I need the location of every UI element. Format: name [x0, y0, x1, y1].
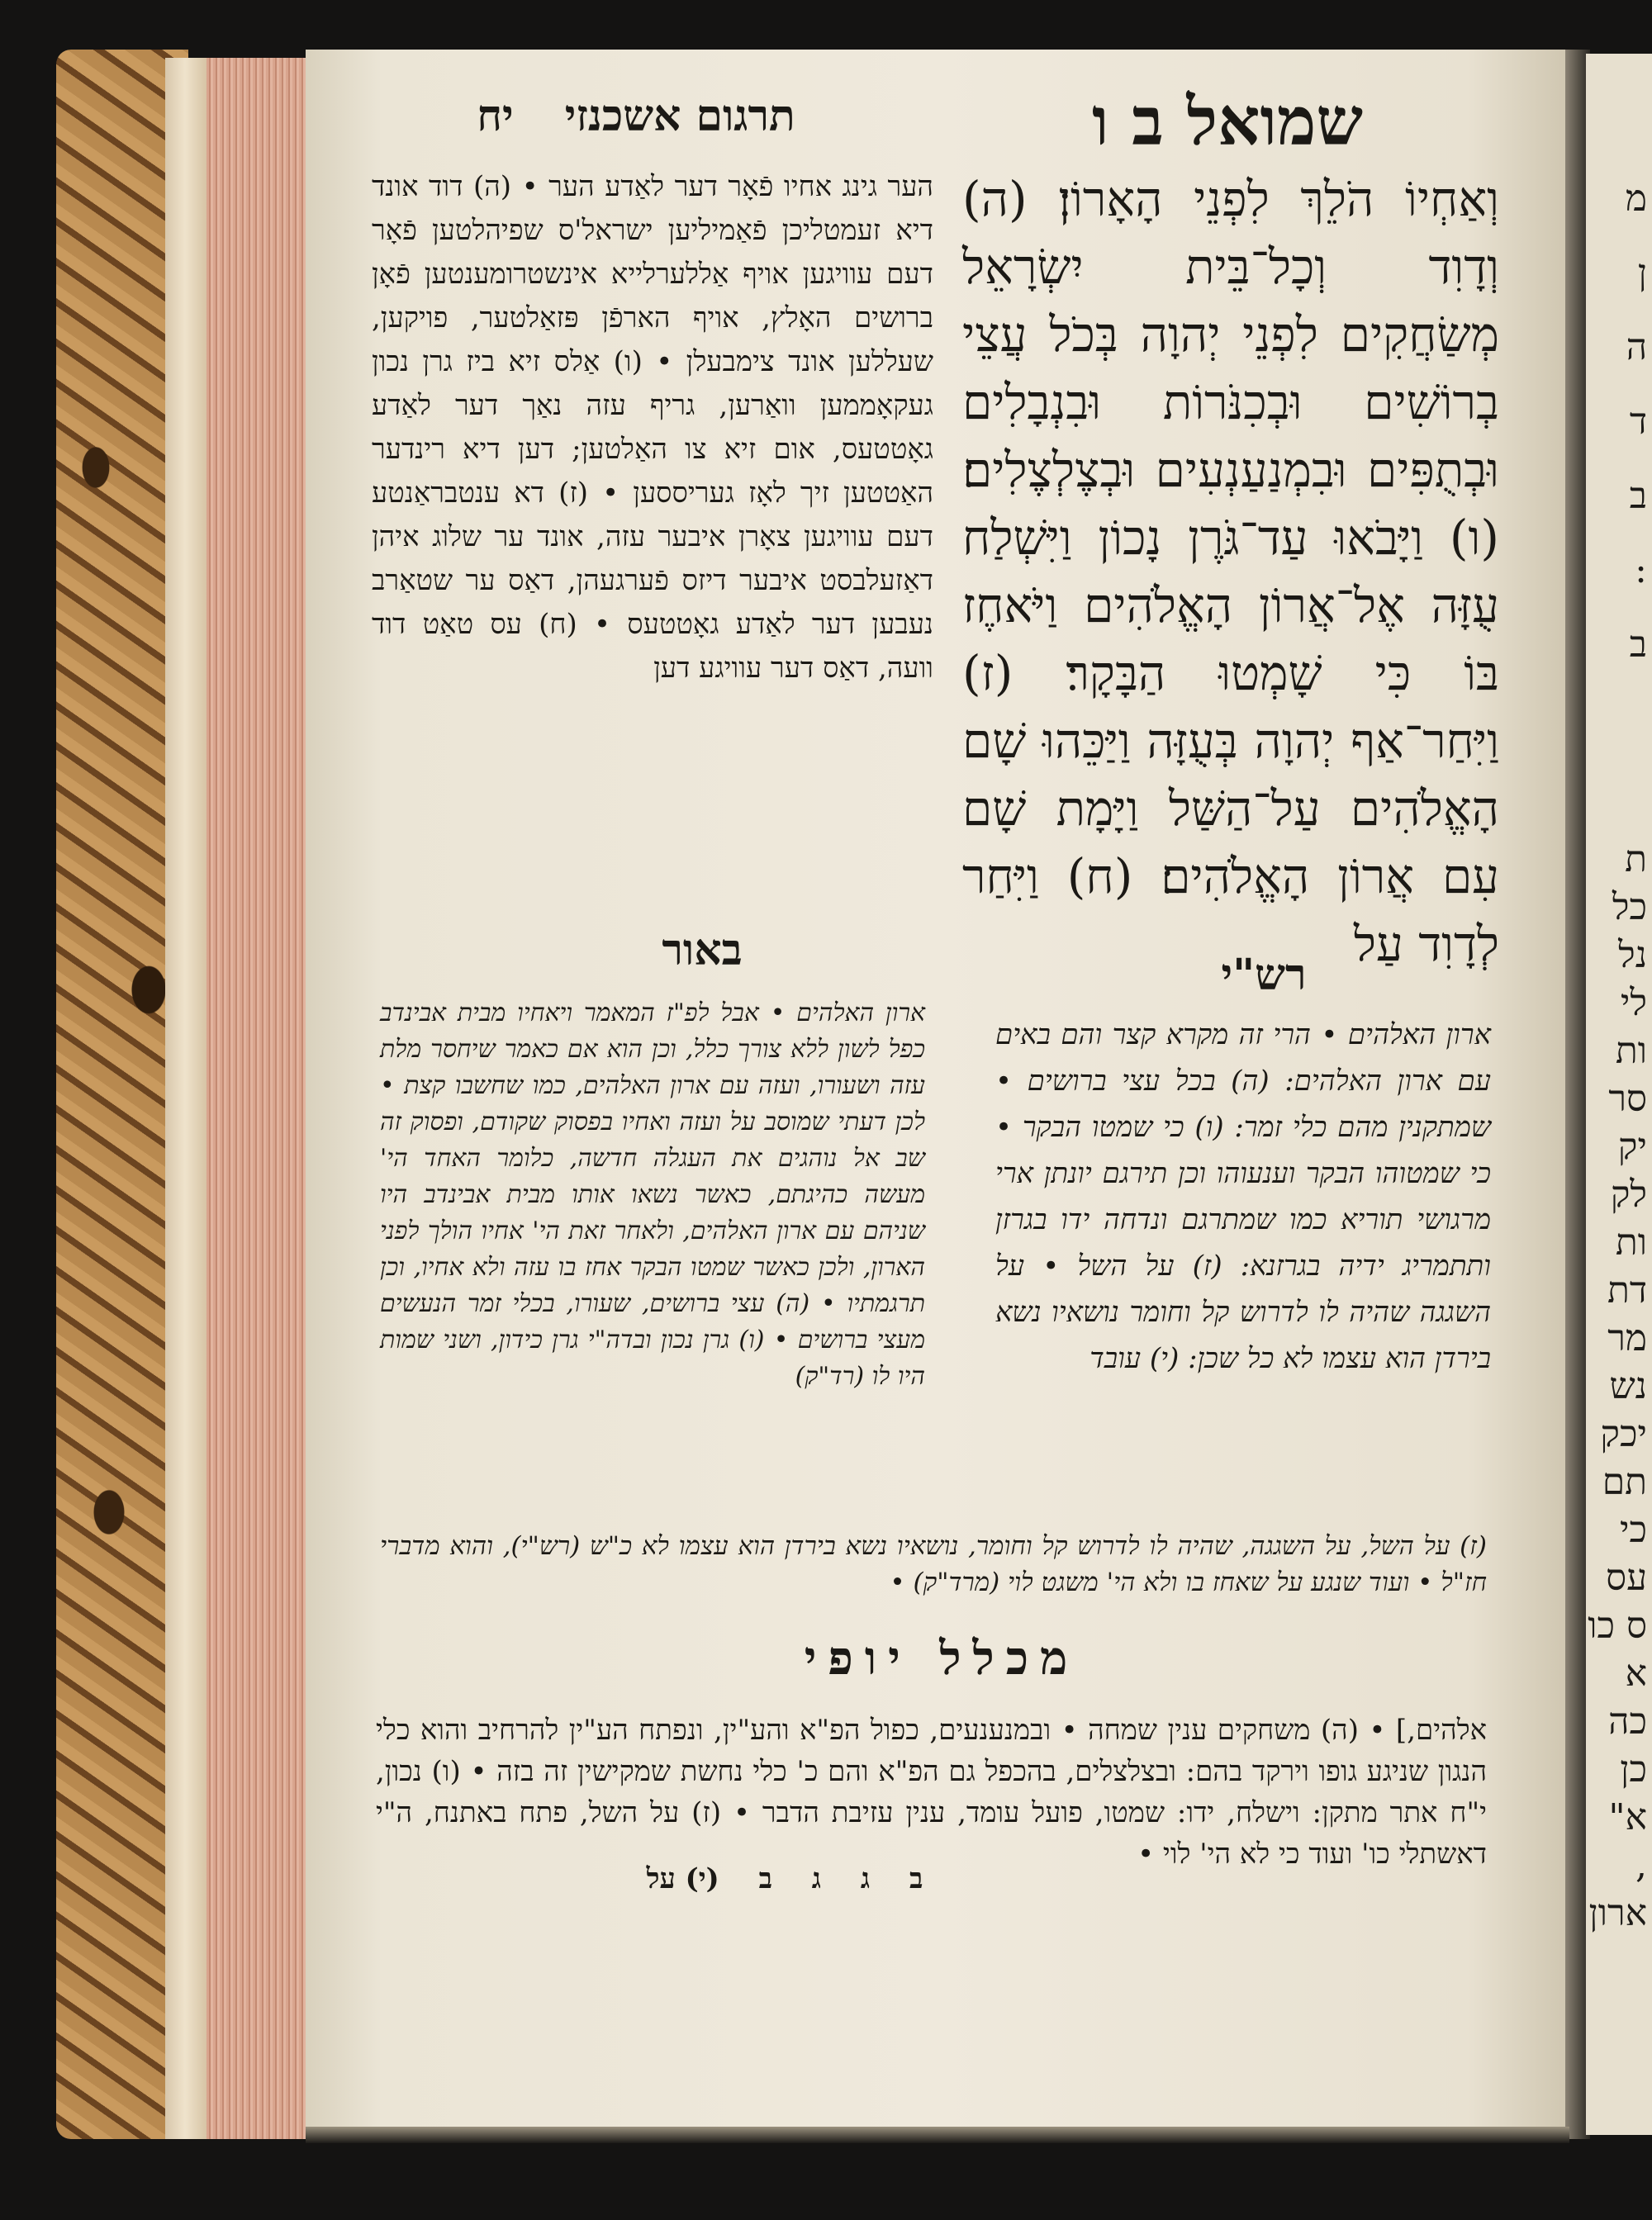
targum-title: תרגום אשכנזי: [564, 91, 795, 141]
facing-page-fragment: "א: [1608, 1796, 1647, 1838]
page-bottom-shadow: [306, 2127, 1569, 2143]
facing-page-fragment: ת: [1625, 838, 1647, 880]
facing-page-fragment: ן: [1637, 252, 1647, 294]
biur-heading: באור: [662, 925, 743, 975]
facing-page-fragment: לק: [1610, 1174, 1647, 1216]
page-number: יח: [477, 91, 514, 141]
facing-page-fragment: ד: [1629, 401, 1647, 443]
signature-mark: ג: [811, 1862, 822, 1895]
rashi-commentary: ארון האלהים • הרי זה מקרא קצר והם באים עם ארון האלהים: (ה) בכל עצי ברושים • שמתקנין מהם כלי זמר: (ו) כי שמטו הבקר • כי שמטוהו הבקר וענעוהו וכן תירגם יונתן ארי מרגושי תוריא כמו שמתרגם ונדחה ידו בגרזן ותתמריג ידיה בגרזנא: (ז) על השל • על השגגה שהיה לו לדרוש קל וחומר נושאיו נשא בירדן הוא עצמו לא כל שכן: (י) עובד: [995, 1018, 1491, 1375]
signature-mark: ג: [860, 1862, 871, 1895]
facing-page-fragment: :: [1635, 549, 1647, 591]
running-header: [430, 91, 843, 141]
facing-page-fragment: דת: [1607, 1269, 1647, 1312]
facing-page-fragment: ,: [1635, 1844, 1647, 1886]
page-edges: [206, 58, 314, 2139]
facing-page-fragment: ב: [1629, 475, 1647, 517]
facing-page-fragment: א: [1625, 1653, 1647, 1695]
signature-line: [578, 1862, 991, 1895]
facing-page-fragment: מר: [1607, 1317, 1647, 1359]
biur-commentary: ארון האלהים • אבל לפ"ז המאמר ויאחיו מבית אבינדב כפל לשון ללא צורך כלל, וכן הוא אם כאמר שיחסר מלת עזה ושעורו, ועזה עם ארון האלהים, כמו שחשבו קצת • לכן דעתי שמוסב על ועזה ואחיו בפסוק שקודם, ופסוק זה שב אל נוהגים את העגלה חדשה, כלומר האחד הי' מעשה כהיגתם, כאשר נשאו אותו מבית אבינדב היו שניהם עם ארון האלהים, ולאחר זאת הי' אחיו הולך לפני הארון, ולכן כאשר שמטו הבקר אחז בו עזה ולא אחיו, וכן תרגמתיו • (ה) עצי ברושים, שעורו, בכלי זמר הנעשים מעצי ברושים • (ו) גרן נכון ובדה"י גרן כידון, ושני שמות היו לו (רד"ק): [380, 999, 925, 1391]
signature-mark: ב: [758, 1862, 772, 1895]
facing-page: [1586, 54, 1652, 2135]
rashi-heading: רש"י: [1221, 950, 1307, 1000]
mikhlal-heading: מכלל יופי: [804, 1631, 1080, 1686]
facing-page-fragment: ות: [1615, 1030, 1647, 1072]
facing-page-fragment: לי: [1620, 982, 1647, 1024]
facing-page-fragment: כל: [1612, 886, 1647, 928]
catchword: (י) על: [646, 1862, 719, 1895]
facing-page-fragment: כה: [1608, 1701, 1647, 1743]
facing-page-fragment: ות: [1615, 1221, 1647, 1264]
main-text-column: וְאַחְיוֹ הֹלֵךְ לִפְנֵי הָאָרוֹן׃ (ה) וְדָוִד וְכָל־בֵּית יִשְׂרָאֵל מְשַׂחֲקִים לִפְנֵי יְהוָה בְּכֹל עֲצֵי בְרוֹשִׁים וּבְכִנֹּרוֹת וּבִנְבָלִים וּבְתֻפִּים וּבִמְנַעַנְעִים וּבְצֶלְצֶלִים׃ (ו) וַיָּבֹאוּ עַד־גֹּרֶן נָכוֹן וַיִּשְׁלַח עֻזָּה אֶל־אֲרוֹן הָאֱלֹהִים וַיֹּאחֶז בּוֹ כִּי שָׁמְטוּ הַבָּקָר׃ (ז) וַיִּחַר־אַף יְהוָה בְּעֻזָּה וַיַּכֵּהוּ שָׁם הָאֱלֹהִים עַל־הַשַּׁל וַיָּמָת שָׁם עִם אֲרוֹן הָאֱלֹהִים׃ (ח) וַיִּחַר לְדָוִד עַל: [962, 171, 1499, 972]
facing-page-fragment: ארון: [1588, 1892, 1647, 1934]
facing-page-fragment: ס כו: [1588, 1605, 1647, 1647]
facing-page-fragment: ה: [1626, 326, 1647, 368]
facing-page-fragment: יכק: [1600, 1413, 1647, 1455]
signature-mark: ב: [909, 1862, 923, 1895]
mikhlal-commentary: אלהים,] • (ה) משחקים ענין שמחה • ובמנענעים, כפול הפ"א והע"ין, ונפתח הע"ין להרחיב והוא כלי הנגון שניגע גופו וירקד בהם: ובצלצלים, בהכפל גם הפ"א והם כ' כלי נחשת שמקישין זה בזה • (ו) נכון, י"ח אתר מתקן: וישלח, ידו: שמטו, פועל עומד, ענין עזיבת הדבר • (ז) על השל, פתח באתנח, ה"י דאשתלי כו' ועוד כי לא הי' לוי •: [376, 1714, 1487, 1871]
facing-page-fragment: עס: [1606, 1557, 1647, 1599]
biur-continuation: (ז) על השל, על השגגה, שהיה לו לדרוש קל וחומר, נושאיו נשא בירדן הוא עצמו לא כ"ש (רש"י), והוא מדברי חז"ל • ועוד שנגע על שאחז בו ולא הי' משגט לוי (מרד"ק) •: [380, 1531, 1487, 1597]
facing-page-fragment: יק: [1617, 1126, 1647, 1168]
facing-page-fragment: מ: [1625, 178, 1647, 220]
book-title: שמואל ב ו: [1091, 83, 1363, 160]
facing-page-fragment: תם: [1602, 1461, 1647, 1503]
targum-column: הער גינג אחיו פֿאָר דער לאַדע הער • (ה) דוד אונד דיא זעמטליכן פֿאַמיליען ישראל'ס שפיהלטען פֿאָר דעם עוויגען אויף אַללערלייא אינשטרומענטען פֿאָן ברושים האָלץ, אויף הארפֿן פּזאַלטער, פויקען, שעללען אונד צימבעלן • (ו) אַלס זיא ביז גרן נכון געקאָממען וואַרען, גריף עזה נאַך דער לאַדע גאָטטעס, אום זיא צו האַלטען; דען דיא רינדער האַטטען זיך לאָז געריססען • (ז) דא ענטבראַנטע דעם עוויגען צאָרן איבער עזה, אונד ער שלוג איהן דאַזעלבסט איבער דיזס פֿערגעהן, דאַס ער שטאַרב נעבען דער לאַדע גאָטטעס • (ח) עס טאַט דוד וועה, דאַס דער עוויגע דען: [372, 170, 933, 685]
facing-page-fragment: נש: [1609, 1365, 1647, 1407]
facing-page-fragment: כי: [1619, 1509, 1647, 1551]
facing-page-fragment: ב: [1629, 624, 1647, 666]
facing-page-fragment: סר: [1608, 1078, 1647, 1120]
facing-page-fragment: נל: [1618, 934, 1647, 976]
facing-page-fragment: כן: [1620, 1748, 1647, 1791]
